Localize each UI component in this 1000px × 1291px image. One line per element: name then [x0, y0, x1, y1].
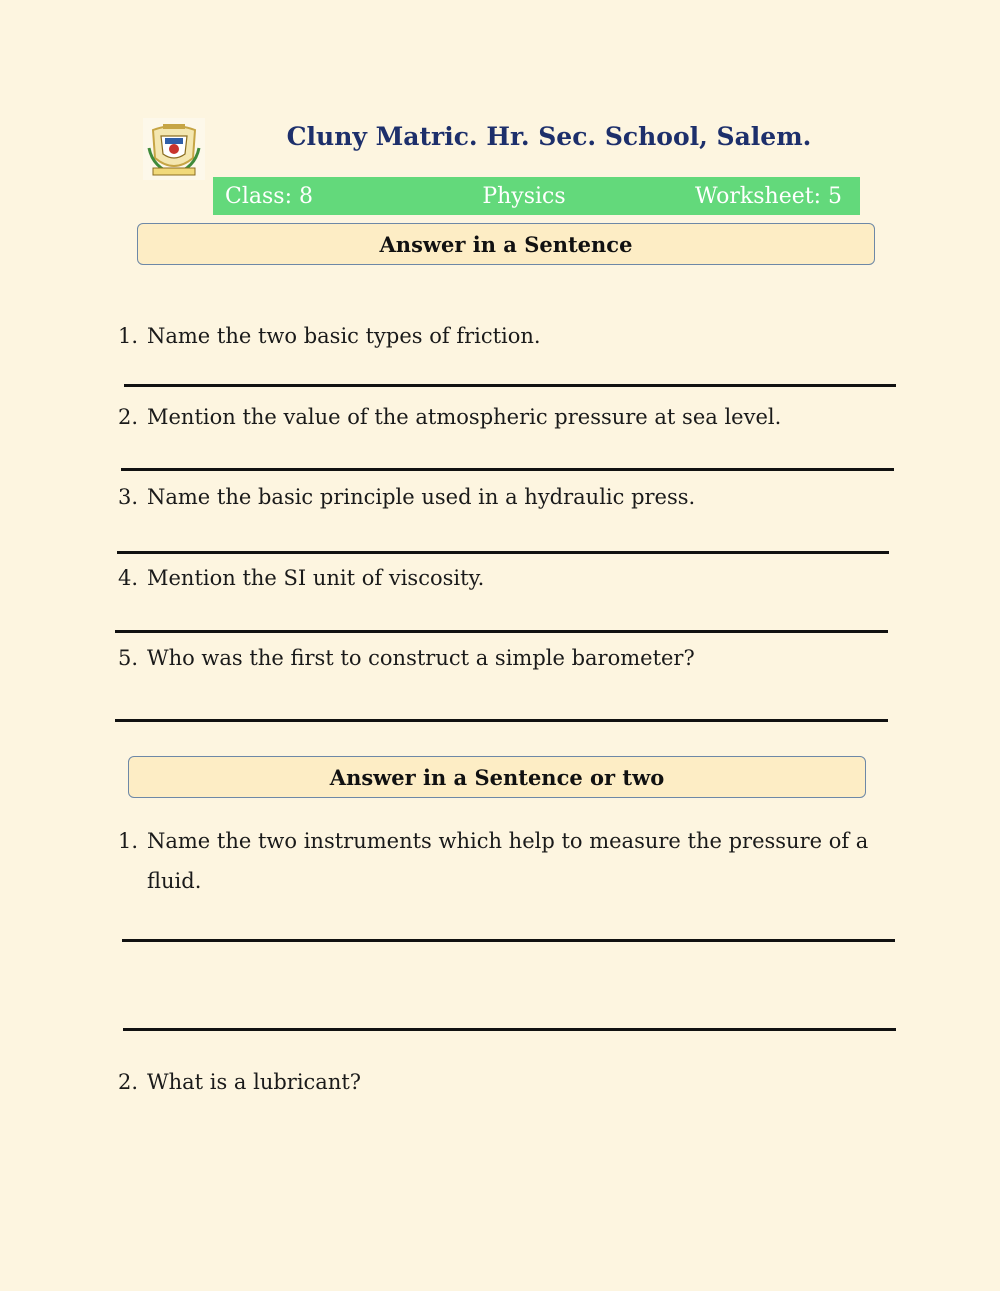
question-number: 4. — [118, 566, 139, 590]
answer-line — [124, 384, 896, 387]
question-number: 1. — [118, 829, 139, 853]
school-crest-icon — [143, 118, 205, 180]
question-text: Mention the value of the atmospheric pressure at sea level. — [147, 405, 782, 429]
question-item — [118, 558, 885, 598]
section-heading: Answer in a Sentence or two — [128, 756, 866, 798]
subject-label: Physics — [482, 183, 566, 209]
question-text: Name the basic principle used in a hydraulic press. — [147, 485, 696, 509]
class-label: Class: 8 — [225, 183, 313, 209]
question-text: Mention the SI unit of viscosity. — [147, 566, 485, 590]
question-text: What is a lubricant? — [147, 1070, 362, 1094]
answer-line — [121, 468, 894, 471]
question-item — [118, 397, 885, 437]
question-item — [118, 477, 885, 517]
question-number: 2. — [118, 405, 139, 429]
answer-line — [122, 939, 895, 942]
question-item — [118, 1062, 885, 1102]
question-number: 2. — [118, 1070, 139, 1094]
answer-line — [117, 551, 889, 554]
question-number: 3. — [118, 485, 139, 509]
answer-line — [115, 630, 888, 633]
school-logo — [143, 118, 205, 180]
question-text: Who was the first to construct a simple barometer? — [147, 646, 695, 670]
question-item — [118, 638, 885, 678]
question-number: 1. — [118, 324, 139, 348]
section-heading: Answer in a Sentence — [137, 223, 875, 265]
question-item — [118, 821, 885, 901]
question-number: 5. — [118, 646, 139, 670]
worksheet-info-bar — [213, 177, 860, 215]
question-item — [118, 316, 885, 356]
answer-line — [123, 1028, 896, 1031]
worksheet-label: Worksheet: 5 — [695, 183, 842, 209]
question-text: Name the two basic types of friction. — [147, 324, 541, 348]
school-name: Cluny Matric. Hr. Sec. School, Salem. — [286, 122, 812, 151]
question-text: Name the two instruments which help to measure the pressure of a fluid. — [147, 829, 869, 893]
answer-line — [115, 719, 888, 722]
